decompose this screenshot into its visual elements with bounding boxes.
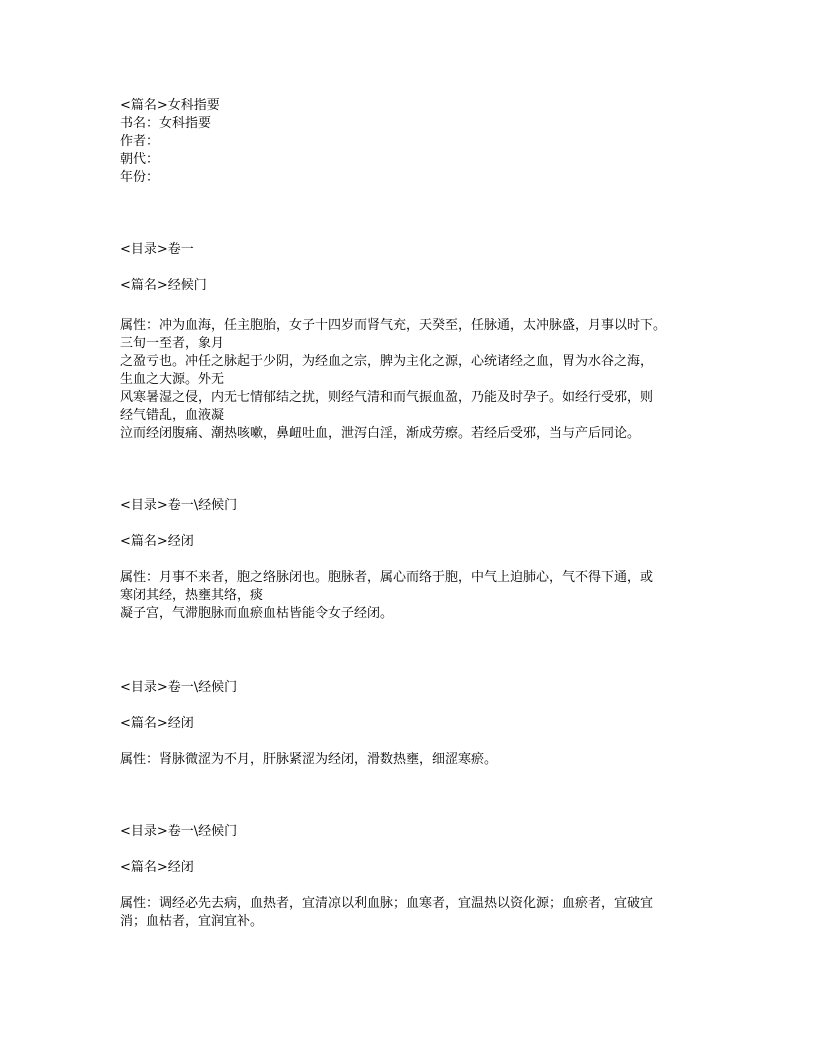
chapter-line: <篇名>经闭: [120, 860, 194, 875]
book-name-line: 书名：女科指要: [120, 116, 212, 131]
body-line: 属性：调经必先去病，血热者，宜清凉以利血脉；血寒者，宜温热以资化源；血瘀者，宜破宜: [120, 896, 654, 911]
author-line: 作者：: [120, 134, 160, 149]
body-line: 寒闭其经，热壅其络，痰: [120, 588, 264, 603]
body-line: 属性：冲为血海，任主胞胎，女子十四岁而肾气充，天癸至，任脉通，太冲脉盛，月事以时下。: [120, 318, 667, 333]
catalog-line: <目录>卷一\经候门: [120, 498, 238, 513]
chapter-line: <篇名>经候门: [120, 278, 207, 293]
body-line: 凝子宫，气滞胞脉而血瘀血枯皆能令女子经闭。: [120, 606, 394, 621]
body-line: 风寒暑湿之侵，内无七情郁结之扰，则经气清和而气振血盈，乃能及时孕子。如经行受邪，则: [120, 390, 654, 405]
catalog-line: <目录>卷一\经候门: [120, 680, 238, 695]
body-line: 之盈亏也。冲任之脉起于少阴，为经血之宗，脾为主化之源，心统诸经之血，胃为水谷之海，: [120, 354, 654, 369]
body-line: 三旬一至者，象月: [120, 336, 225, 351]
title-line: <篇名>女科指要: [120, 98, 220, 113]
body-line: 泣而经闭腹痛、潮热咳嗽，鼻衄吐血，泄泻白淫，渐成劳瘵。若经后受邪，当与产后同论。: [120, 426, 641, 441]
body-line: 属性：肾脉微涩为不月，肝脉紧涩为经闭，滑数热壅，细涩寒瘀。: [120, 752, 498, 767]
catalog-line: <目录>卷一\经候门: [120, 824, 238, 839]
body-line: 生血之大源。外无: [120, 372, 225, 387]
body-line: 经气错乱，血液凝: [120, 408, 225, 423]
body-line: 属性：月事不来者，胞之络脉闭也。胞脉者，属心而络于胞，中气上迫肺心，气不得下通，或: [120, 570, 654, 585]
chapter-line: <篇名>经闭: [120, 716, 194, 731]
body-line: 消；血枯者，宜润宜补。: [120, 914, 264, 929]
year-line: 年份：: [120, 170, 160, 185]
dynasty-line: 朝代：: [120, 152, 160, 167]
catalog-line: <目录>卷一: [120, 242, 194, 257]
chapter-line: <篇名>经闭: [120, 534, 194, 549]
